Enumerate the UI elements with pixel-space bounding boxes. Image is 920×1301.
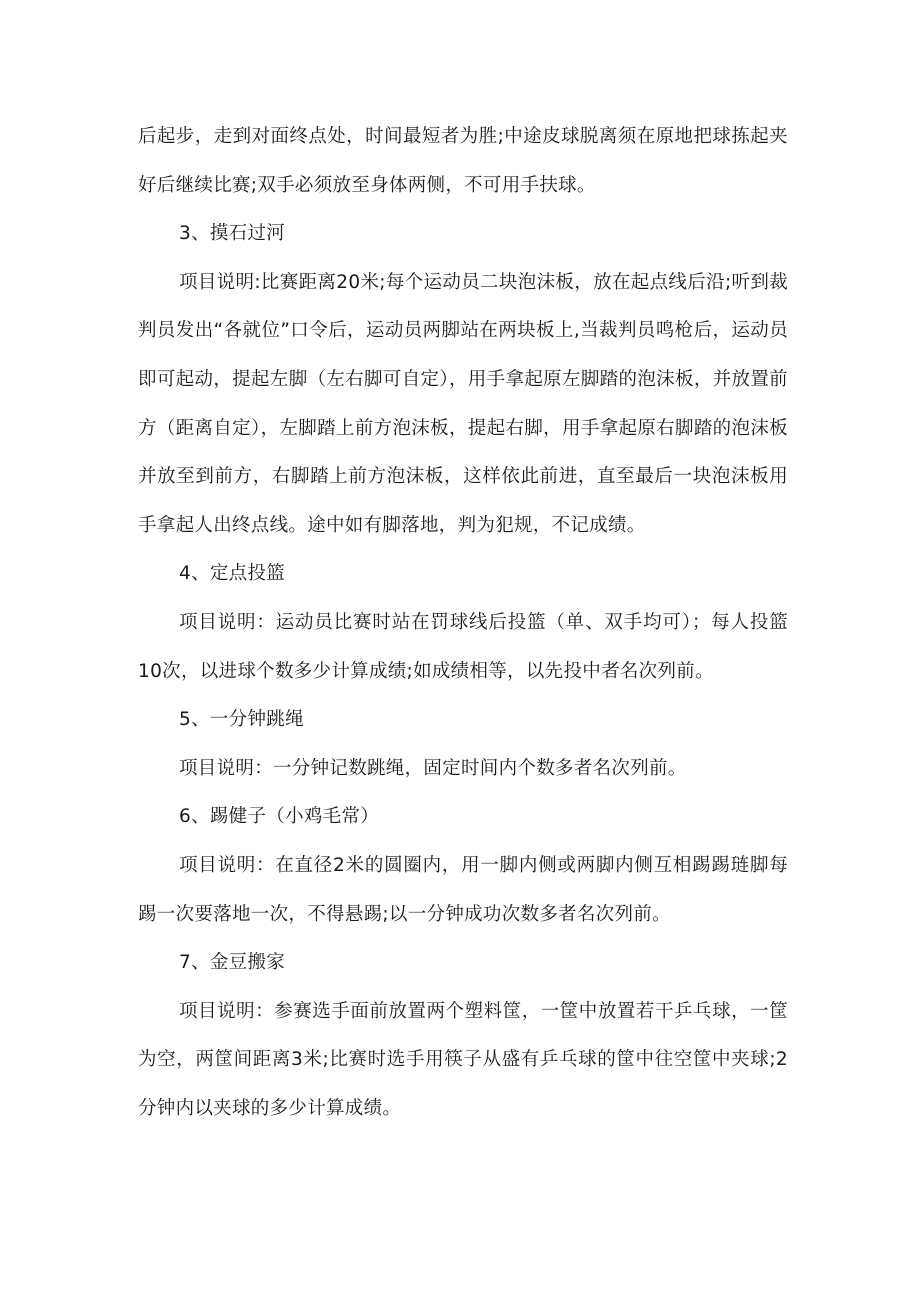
- section-6-description: 项目说明：在直径2米的圆圈内，用一脚内侧或两脚内侧互相踢踢琏脚每踢一次要落地一次，不得悬踢;以一分钟成功次数多者名次列前。: [138, 854, 788, 925]
- section-4-description: 项目说明：运动员比赛时站在罚球线后投篮（单、双手均可）；每人投篮10次，以进球个数多少计算成绩;如成绩相等，以先投中者名次列前。: [138, 611, 788, 682]
- section-3-description: 项目说明:比赛距离20米;每个运动员二块泡沫板，放在起点线后沿;听到裁判员发出“各就位”口令后，运动员两脚站在两块板上,当裁判员鸣枪后，运动员即可起动，提起左脚（左右脚可自定），用手拿起原左脚踏的泡沫板，并放置前方（距离自定），左脚踏上前方泡沫板，提起右脚，用手拿起原右脚踏的泡沫板并放至到前方，右脚踏上前方泡沫板，这样依此前进，直至最后一块泡沫板用手拿起人出终点线。途中如有脚落地，判为犯规，不记成绩。: [138, 271, 788, 536]
- section-heading-3: 3、摸石过河: [179, 223, 286, 245]
- section-5-description: 项目说明：一分钟记数跳绳，固定时间内个数多者名次列前。: [179, 757, 687, 779]
- section-heading-6: 6、踢健子（小鸡毛常）: [179, 806, 380, 828]
- section-heading-5: 5、一分钟跳绳: [179, 709, 304, 731]
- document-body: [138, 113, 788, 1133]
- section-heading-4: 4、定点投篮: [179, 563, 286, 585]
- section-heading-7: 7、金豆搬家: [179, 952, 286, 974]
- section-7-description: 项目说明：参赛选手面前放置两个塑料筐，一筐中放置若干乒乓球，一筐为空，两筐间距离3米;比赛时选手用筷子从盛有乒乓球的筐中往空筐中夹球;2分钟内以夹球的多少计算成绩。: [138, 1000, 788, 1119]
- paragraph-continuation: 后起步，走到对面终点处，时间最短者为胜;中途皮球脱离须在原地把球拣起夹好后继续比赛;双手必须放至身体两侧，不可用手扶球。: [138, 126, 788, 196]
